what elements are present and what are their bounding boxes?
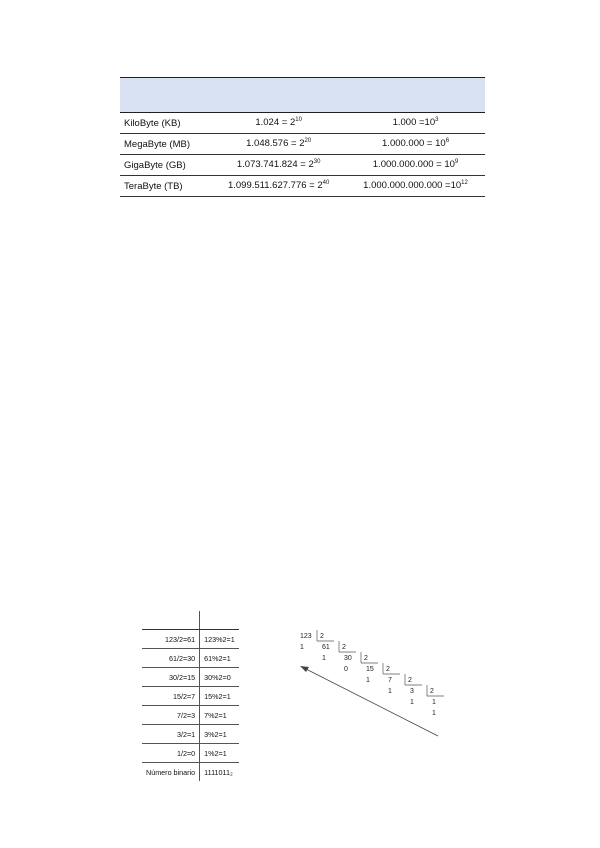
unit-name: GigaByte (GB) (120, 155, 211, 176)
old-standard-value: $1.073.741.824 = 2^{30}$ (211, 155, 346, 176)
remainder-cell: 7%2=1 (200, 706, 239, 725)
stair-remainder: 1 (388, 688, 392, 695)
division-row (142, 668, 239, 687)
division-table (142, 611, 239, 781)
header-antiguo (211, 78, 346, 113)
units-row (120, 134, 485, 155)
division-row (142, 630, 239, 649)
remainder-cell: 61%2=1 (200, 649, 239, 668)
remainder-cell: 123%2=1 (200, 630, 239, 649)
remainder-cell: 1%2=1 (200, 744, 239, 763)
quotient-cell: 1/2=0 (142, 744, 200, 763)
stair-dividend: 15 (366, 666, 374, 673)
stair-divisor: 2 (430, 688, 434, 695)
stair-dividend: 7 (388, 677, 392, 684)
stair-remainder: 1 (410, 699, 414, 706)
si-value: $1.000.000.000 = 10^9$ (346, 155, 485, 176)
quotient-cell: 61/2=30 (142, 649, 200, 668)
stair-dividend: 123 (300, 633, 312, 640)
quotient-cell: 15/2=7 (142, 687, 200, 706)
stair-dividend: 61 (322, 644, 330, 651)
quotient-cell: Número binario (146, 767, 196, 777)
quotient-cell: 7/2=3 (142, 706, 200, 725)
header-si (346, 78, 485, 113)
reading-arrow-head (300, 666, 309, 672)
stair-dividend: 3 (410, 688, 414, 695)
stair-remainder: 0 (344, 666, 348, 673)
old-standard-value: $1.048.576 = 2^{20}$ (211, 134, 346, 155)
division-row (142, 706, 239, 725)
stair-remainder: 1 (366, 677, 370, 684)
quotient-cell: 3/2=1 (142, 725, 200, 744)
old-standard-value: $1.099.511.627.776 = 2^{40}$ (211, 176, 346, 197)
division-row (142, 649, 239, 668)
division-row (142, 744, 239, 763)
stair-divisor: 2 (320, 633, 324, 640)
units-table (120, 77, 485, 197)
division-row (142, 687, 239, 706)
stair-divisor: 2 (342, 644, 346, 651)
division-row (142, 763, 239, 782)
si-value: $1.000 =10^3$ (346, 113, 485, 134)
stair-diagram (290, 628, 460, 748)
si-value: $1.000.000 = 10^6$ (346, 134, 485, 155)
remainder-cell: 1111011₂ (200, 763, 239, 782)
stair-remainder: 1 (322, 655, 326, 662)
stair-divisor: 2 (364, 655, 368, 662)
stair-remainder: 1 (300, 644, 304, 651)
stair-remainder: 1 (432, 710, 436, 717)
stair-dividend: 30 (344, 655, 352, 662)
units-row (120, 176, 485, 197)
division-row (142, 725, 239, 744)
remainder-cell: 30%2=0 (200, 668, 239, 687)
units-row (120, 155, 485, 176)
remainder-cell: 3%2=1 (200, 725, 239, 744)
stair-divisor: 2 (386, 666, 390, 673)
header-resto (200, 611, 239, 630)
quotient-cell: 30/2=15 (142, 668, 200, 687)
unit-name: MegaByte (MB) (120, 134, 211, 155)
stair-dividend: 1 (432, 699, 436, 706)
quotient-cell: 123/2=61 (142, 630, 200, 649)
remainder-cell: 15%2=1 (200, 687, 239, 706)
unit-name: TeraByte (TB) (120, 176, 211, 197)
stair-divisor: 2 (408, 677, 412, 684)
header-cociente (142, 611, 200, 630)
old-standard-value: $1.024 = 2^{10}$ (211, 113, 346, 134)
units-row (120, 113, 485, 134)
unit-name: KiloByte (KB) (120, 113, 211, 134)
si-value: $1.000.000.000.000 =10^{12}$ (346, 176, 485, 197)
header-medida (120, 78, 211, 113)
reading-arrow-line (304, 668, 438, 736)
